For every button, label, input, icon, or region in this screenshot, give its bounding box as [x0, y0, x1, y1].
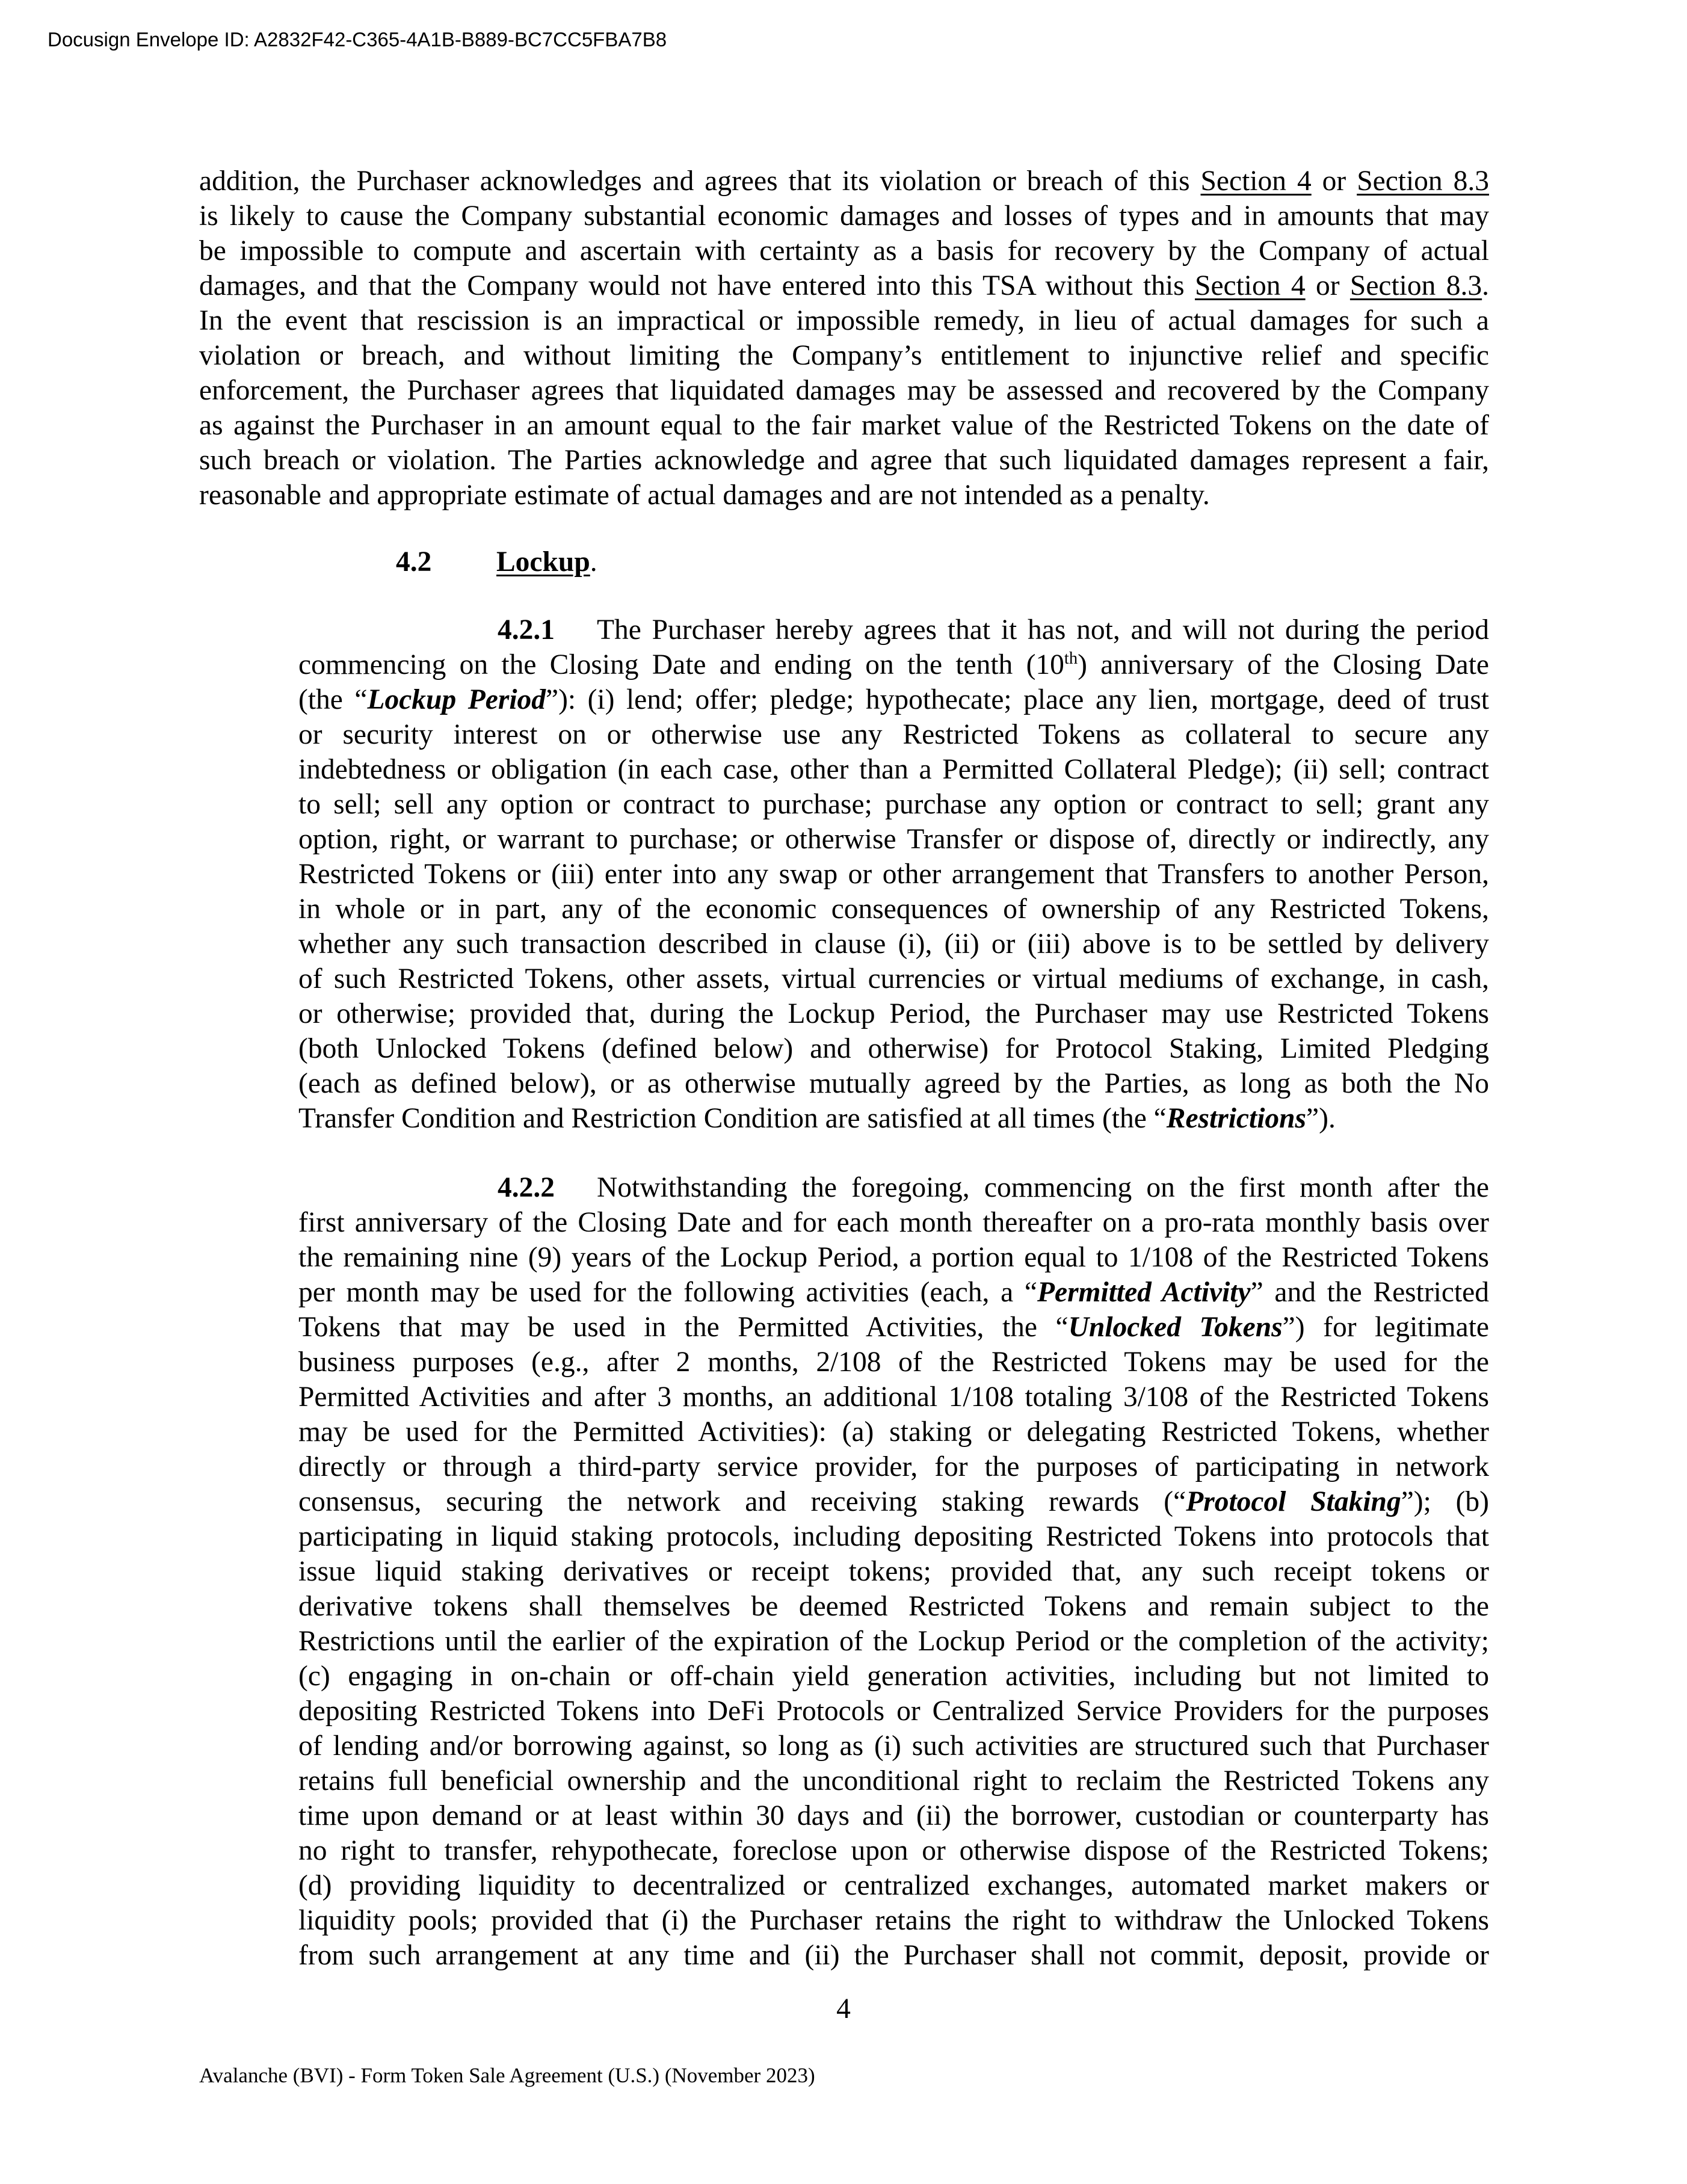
text-segment: option, right, or warrant to purchase; or otherwise Transfer or dispose of, directly or indirectly, any: [298, 824, 1489, 855]
text-segment: of lending and/or borrowing against, so long as (i) such activities are structured such that Purchaser: [298, 1730, 1489, 1762]
text-segment: (d) providing liquidity to decentralized or centralized exchanges, automated market makers or: [298, 1870, 1489, 1901]
section-title-text: Lockup: [496, 546, 590, 578]
text-segment: from such arrangement at any time and (ii) the Purchaser shall not commit, deposit, provide or: [298, 1940, 1489, 1971]
text-segment: no right to transfer, rehypothecate, foreclose upon or otherwise dispose of the Restricted Tokens;: [298, 1835, 1489, 1866]
text-segment: The Purchaser hereby agrees that it has not, and will not during the period: [597, 614, 1489, 646]
text-segment: per month may be used for the following activities (each, a “: [298, 1277, 1037, 1308]
text-line: [199, 268, 1489, 303]
text-segment: (the “: [298, 684, 368, 715]
text-segment: such breach or violation. The Parties acknowledge and agree that such liquidated damages represent a fair,: [199, 445, 1489, 476]
text-segment: Tokens that may be used in the Permitted Activities, the “: [298, 1312, 1069, 1343]
text-segment: whether any such transaction described in clause (i), (ii) or (iii) above is to be settled by delivery: [298, 928, 1489, 960]
text-line: [298, 752, 1489, 787]
text-line: [199, 373, 1489, 408]
text-segment: be impossible to compute and ascertain with certainty as a basis for recovery by the Company of actual: [199, 235, 1489, 267]
text-line: [298, 1833, 1489, 1868]
text-line: [298, 927, 1489, 961]
text-segment: the remaining nine (9) years of the Lockup Period, a portion equal to 1/108 of the Restricted Tokens: [298, 1242, 1489, 1273]
section-number: 4.2: [396, 546, 432, 578]
text-line: [298, 717, 1489, 752]
text-segment: or security interest on or otherwise use any Restricted Tokens as collateral to secure any: [298, 719, 1489, 750]
text-line: [199, 199, 1489, 233]
text-line: [298, 647, 1489, 682]
text-segment: ” and the Restricted: [1250, 1277, 1489, 1308]
page-number: 4: [836, 1993, 851, 2025]
paragraph-intro: [199, 164, 1489, 513]
text-line: [298, 1484, 1489, 1519]
text-segment: as against the Purchaser in an amount equal to the fair market value of the Restricted Tokens on the date of: [199, 410, 1489, 441]
text-segment: enforcement, the Purchaser agrees that liquidated damages may be assessed and recovered by the Company: [199, 375, 1489, 406]
text-line: [298, 1170, 1489, 1205]
text-line: [298, 787, 1489, 822]
ordinal-superscript: th: [1064, 649, 1078, 668]
defined-term: Permitted Activity: [1037, 1277, 1251, 1308]
paragraph-4-2-1: [298, 612, 1489, 1136]
text-segment: indebtedness or obligation (in each case, other than a Permitted Collateral Pledge); (ii) sell; contract: [298, 754, 1489, 785]
text-segment: ”); (b): [1401, 1486, 1489, 1517]
text-segment: is likely to cause the Company substantial economic damages and losses of types and in amounts that may: [199, 200, 1489, 232]
text-segment: commencing on the Closing Date and ending on the tenth (10: [298, 649, 1064, 680]
defined-term: Protocol Staking: [1186, 1486, 1401, 1517]
text-line: [199, 164, 1489, 199]
text-line: [298, 1380, 1489, 1414]
text-segment: addition, the Purchaser acknowledges and agrees that its violation or breach of this: [199, 165, 1201, 197]
text-line: [298, 892, 1489, 927]
defined-term: Unlocked Tokens: [1068, 1312, 1283, 1343]
text-segment: of such Restricted Tokens, other assets, virtual currencies or virtual mediums of exchange, in cash,: [298, 963, 1489, 995]
text-line: [298, 961, 1489, 996]
text-segment: reasonable and appropriate estimate of actual damages and are not intended as a penalty.: [199, 480, 1210, 511]
text-line: [298, 1031, 1489, 1066]
text-line: [298, 1694, 1489, 1729]
text-line: [199, 478, 1489, 513]
text-segment: retains full beneficial ownership and the unconditional right to reclaim the Restricted Tokens any: [298, 1765, 1489, 1797]
text-line: [298, 1868, 1489, 1903]
text-line: [298, 1066, 1489, 1101]
text-segment: or: [1311, 165, 1357, 197]
text-line: [298, 612, 1489, 647]
text-line: [199, 408, 1489, 443]
text-segment: .: [1482, 270, 1489, 301]
text-segment: Restrictions until the earlier of the expiration of the Lockup Period or the completion of the activity;: [298, 1626, 1489, 1657]
text-segment: Permitted Activities and after 3 months, an additional 1/108 totaling 3/108 of the Restricted Tokens: [298, 1381, 1489, 1413]
text-line: [298, 1589, 1489, 1624]
text-segment: or otherwise; provided that, during the Lockup Period, the Purchaser may use Restricted Tokens: [298, 998, 1489, 1029]
text-segment: issue liquid staking derivatives or receipt tokens; provided that, any such receipt tokens or: [298, 1556, 1489, 1587]
text-segment: first anniversary of the Closing Date and for each month thereafter on a pro-rata monthly basis over: [298, 1207, 1489, 1238]
section-title: [496, 544, 597, 579]
text-segment: (c) engaging in on-chain or off-chain yield generation activities, including but not limited to: [298, 1661, 1489, 1692]
text-segment: (each as defined below), or as otherwise mutually agreed by the Parties, as long as both the No: [298, 1068, 1489, 1099]
paragraph-4-2-2: [298, 1170, 1489, 1973]
text-segment: Transfer Condition and Restriction Condition are satisfied at all times (the “: [298, 1103, 1167, 1134]
text-line: [298, 857, 1489, 892]
section-reference-link[interactable]: Section 8.3: [1357, 165, 1489, 197]
text-segment: directly or through a third-party service provider, for the purposes of participating in network: [298, 1451, 1489, 1482]
text-line: [298, 1449, 1489, 1484]
text-line: [298, 1519, 1489, 1554]
text-line: [298, 822, 1489, 857]
text-segment: ”).: [1306, 1103, 1336, 1134]
text-segment: in whole or in part, any of the economic consequences of ownership of any Restricted Tokens,: [298, 893, 1489, 925]
section-reference-link[interactable]: Section 4: [1195, 270, 1306, 301]
clause-number: 4.2.2: [498, 1172, 555, 1203]
text-segment: participating in liquid staking protocols, including depositing Restricted Tokens into protocols that: [298, 1521, 1489, 1552]
text-line: [298, 1938, 1489, 1973]
text-segment: In the event that rescission is an impractical or impossible remedy, in lieu of actual damages for such a: [199, 305, 1489, 336]
text-line: [298, 1624, 1489, 1659]
text-line: [298, 1310, 1489, 1345]
text-line: [298, 1903, 1489, 1938]
text-segment: ) anniversary of the Closing Date: [1078, 649, 1489, 680]
text-segment: derivative tokens shall themselves be deemed Restricted Tokens and remain subject to the: [298, 1591, 1489, 1622]
text-line: [298, 1729, 1489, 1763]
section-title-suffix: .: [590, 546, 597, 578]
text-line: [298, 1554, 1489, 1589]
text-segment: may be used for the Permitted Activities): (a) staking or delegating Restricted Tokens, whether: [298, 1416, 1489, 1448]
text-line: [199, 443, 1489, 478]
text-line: [298, 996, 1489, 1031]
text-segment: ”): (i) lend; offer; pledge; hypothecate; place any lien, mortgage, deed of trust: [546, 684, 1489, 715]
text-line: [199, 338, 1489, 373]
text-line: [298, 1798, 1489, 1833]
text-line: [298, 1345, 1489, 1380]
text-line: [298, 1205, 1489, 1240]
text-segment: consensus, securing the network and receiving staking rewards (“: [298, 1486, 1186, 1517]
footer-text: Avalanche (BVI) - Form Token Sale Agreement (U.S.) (November 2023): [199, 2064, 815, 2087]
text-segment: violation or breach, and without limiting the Company’s entitlement to injunctive relief and specific: [199, 340, 1489, 371]
text-segment: damages, and that the Company would not have entered into this TSA without this: [199, 270, 1195, 301]
text-segment: Restricted Tokens or (iii) enter into any swap or other arrangement that Transfers to another Person,: [298, 859, 1489, 890]
clause-number: 4.2.1: [498, 614, 555, 646]
text-segment: depositing Restricted Tokens into DeFi Protocols or Centralized Service Providers for the purposes: [298, 1695, 1489, 1727]
text-line: [298, 1275, 1489, 1310]
section-reference-link[interactable]: Section 8.3: [1349, 270, 1482, 301]
text-line: [298, 1414, 1489, 1449]
text-line: [199, 233, 1489, 268]
text-line: [199, 303, 1489, 338]
text-segment: business purposes (e.g., after 2 months, 2/108 of the Restricted Tokens may be used for the: [298, 1346, 1489, 1378]
text-segment: time upon demand or at least within 30 days and (ii) the borrower, custodian or counterparty has: [298, 1800, 1489, 1831]
text-segment: ”) for legitimate: [1282, 1312, 1489, 1343]
defined-term: Lockup Period: [367, 684, 546, 715]
text-segment: liquidity pools; provided that (i) the Purchaser retains the right to withdraw the Unlocked Tokens: [298, 1905, 1489, 1936]
text-line: [298, 1763, 1489, 1798]
text-segment: Notwithstanding the foregoing, commencing on the first month after the: [597, 1172, 1489, 1203]
text-segment: (both Unlocked Tokens (defined below) and otherwise) for Protocol Staking, Limited Pledging: [298, 1033, 1489, 1064]
defined-term: Restrictions: [1166, 1103, 1307, 1134]
text-segment: or: [1305, 270, 1350, 301]
docusign-envelope-id: Docusign Envelope ID: A2832F42-C365-4A1B-B889-BC7CC5FBA7B8: [48, 28, 667, 51]
text-line: [298, 1101, 1489, 1136]
section-reference-link[interactable]: Section 4: [1200, 165, 1312, 197]
text-line: [298, 1240, 1489, 1275]
text-segment: to sell; sell any option or contract to purchase; purchase any option or contract to sell; grant any: [298, 789, 1489, 820]
text-line: [298, 1659, 1489, 1694]
text-line: [298, 682, 1489, 717]
